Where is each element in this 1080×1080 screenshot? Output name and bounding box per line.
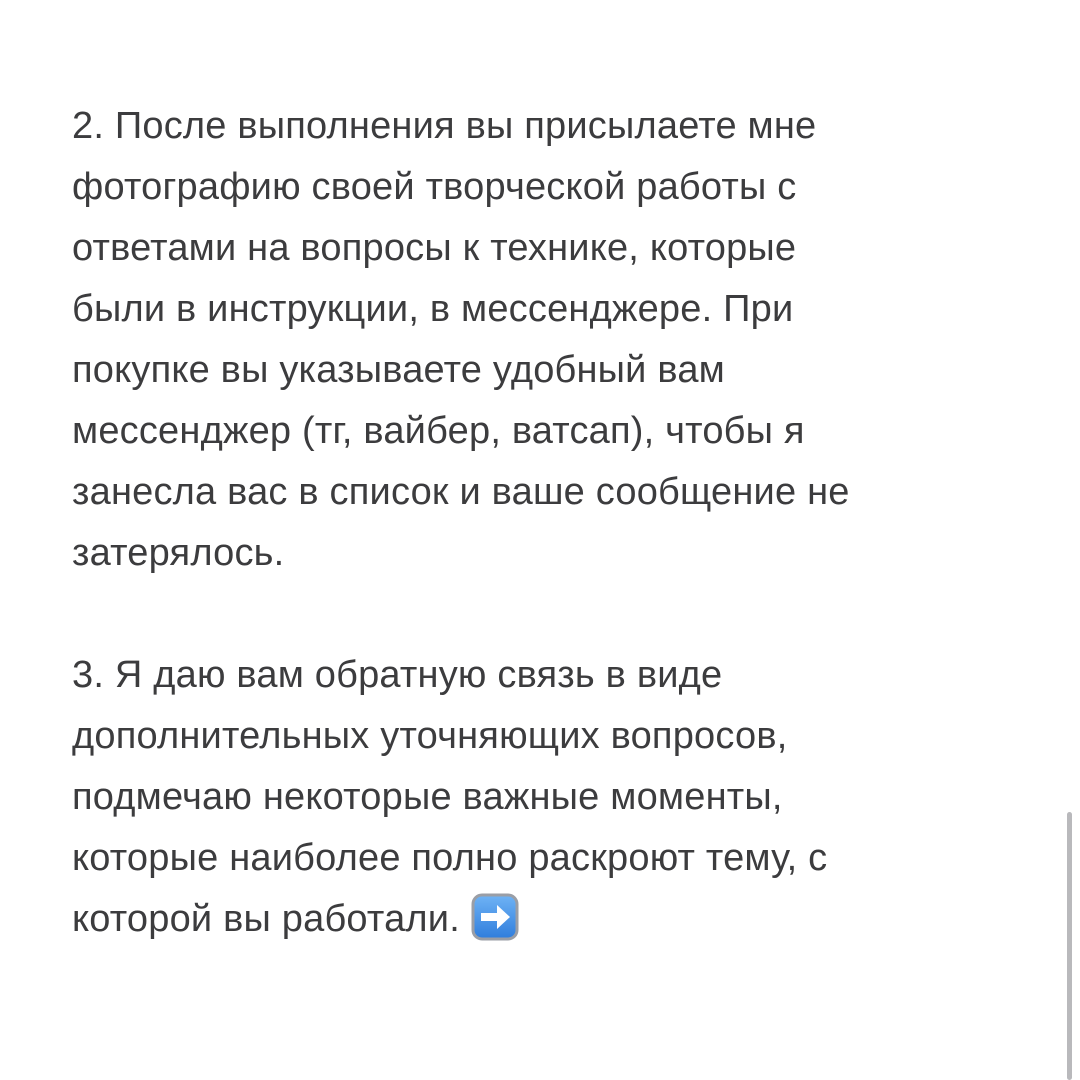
note-text	[72, 96, 1012, 950]
text-line: 2. После выполнения вы присылаете мне	[72, 105, 817, 147]
paragraph-2	[72, 96, 1012, 584]
text-line: затерялось.	[72, 532, 285, 574]
text-line-last	[72, 889, 1012, 950]
text-line-last-content: которой вы работали.	[72, 898, 460, 940]
text-line: были в инструкции, в мессенджере. При	[72, 288, 794, 330]
text-line: фотографию своей творческой работы с	[72, 166, 797, 208]
text-line: мессенджер (тг, вайбер, ватсап), чтобы я	[72, 410, 805, 452]
text-line: ответами на вопросы к технике, которые	[72, 227, 797, 269]
text-line: покупке вы указываете удобный вам	[72, 349, 725, 391]
paragraph-3	[72, 645, 1012, 950]
scrollbar-thumb[interactable]	[1067, 812, 1072, 1080]
text-line: подмечаю некоторые важные моменты,	[72, 776, 783, 818]
text-line: которые наиболее полно раскроют тему, с	[72, 837, 828, 879]
right-arrow-emoji-icon	[470, 892, 520, 942]
paragraph-spacer	[72, 584, 1012, 645]
text-line: дополнительных уточняющих вопросов,	[72, 715, 788, 757]
text-line: 3. Я даю вам обратную связь в виде	[72, 654, 723, 696]
text-line: занесла вас в список и ваше сообщение не	[72, 471, 850, 513]
